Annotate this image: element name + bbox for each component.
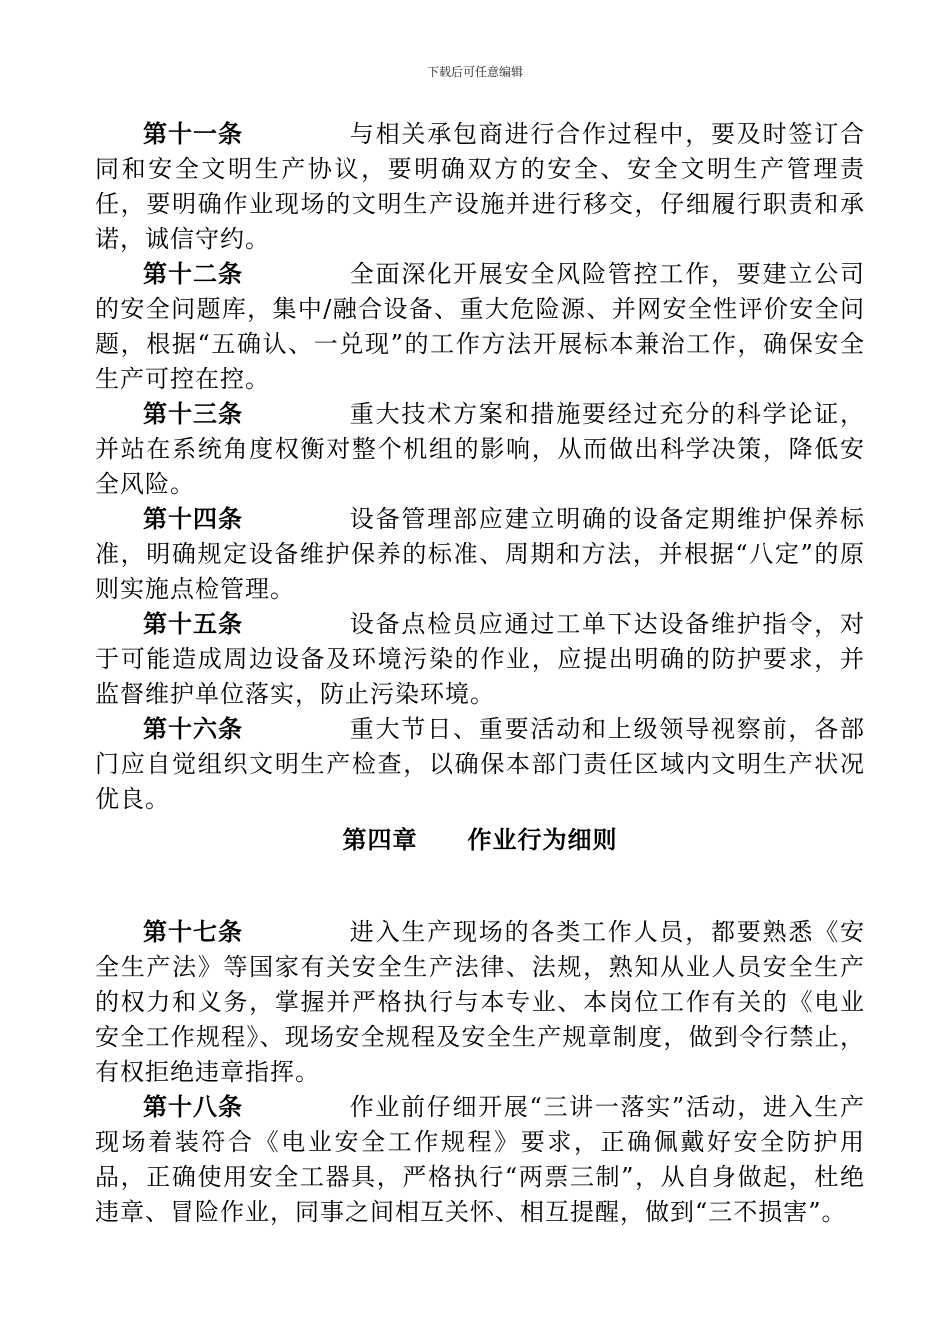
article-text: 重大技术方案和措施要经过充分的科学论证，并站在系统角度权衡对整个机组的影响，从而做出科学决策，降低安全风险。	[95, 400, 865, 498]
article-number: 第十八条	[143, 1093, 243, 1121]
page-header-note: 下载后可任意编辑	[426, 65, 523, 79]
article-number: 第十七条	[143, 918, 243, 946]
article-text: 与相关承包商进行合作过程中，要及时签订合同和安全文明生产协议，要明确双方的安全、安全文明生产管理责任，要明确作业现场的文明生产设施并进行移交，仔细履行职责和承诺，诚信守约。	[95, 120, 865, 253]
chapter-heading	[95, 817, 865, 915]
article-text: 进入生产现场的各类工作人员，都要熟悉《安全生产法》等国家有关安全生产法律、法规，熟知从业人员安全生产的权力和义务，掌握并严格执行与本专业、本岗位工作有关的《电业安全工作规程》、现场安全规程及安全生产规章制度，做到令行禁止，有权拒绝违章指挥。	[95, 918, 865, 1086]
article-number: 第十三条	[143, 400, 243, 428]
article-number: 第十二条	[143, 260, 243, 288]
article-13	[95, 397, 865, 502]
article-text: 设备管理部应建立明确的设备定期维护保养标准，明确规定设备维护保养的标准、周期和方法，并根据“八定”的原则实施点检管理。	[95, 505, 865, 603]
chapter-number: 第四章	[342, 826, 418, 854]
article-text: 作业前仔细开展“三讲一落实”活动，进入生产现场着装符合《电业安全工作规程》要求，正确佩戴好安全防护用品，正确使用安全工器具，严格执行“两票三制”，从自身做起，杜绝违章、冒险作业，同事之间相互关怀、相互提醒，做到“三不损害”。	[95, 1093, 865, 1226]
article-number: 第十六条	[143, 715, 243, 743]
article-number: 第十四条	[143, 505, 243, 533]
article-number: 第十五条	[143, 610, 243, 638]
article-number: 第十一条	[143, 120, 243, 148]
article-text: 重大节日、重要活动和上级领导视察前，各部门应自觉组织文明生产检查，以确保本部门责任区域内文明生产状况优良。	[95, 715, 865, 813]
article-15	[95, 607, 865, 712]
chapter-title: 作业行为细则	[467, 826, 618, 854]
article-11	[95, 117, 865, 257]
article-12	[95, 257, 865, 397]
article-text: 设备点检员应通过工单下达设备维护指令，对于可能造成周边设备及环境污染的作业，应提出明确的防护要求，并监督维护单位落实，防止污染环境。	[95, 610, 865, 708]
article-text: 全面深化开展安全风险管控工作，要建立公司的安全问题库，集中/融合设备、重大危险源、并网安全性评价安全问题，根据“五确认、一兑现”的工作方法开展标本兼治工作，确保安全生产可控在控。	[95, 260, 865, 393]
article-16	[95, 712, 865, 817]
article-17	[95, 915, 865, 1090]
article-14	[95, 502, 865, 607]
article-18	[95, 1090, 865, 1230]
document-body	[95, 117, 865, 1230]
